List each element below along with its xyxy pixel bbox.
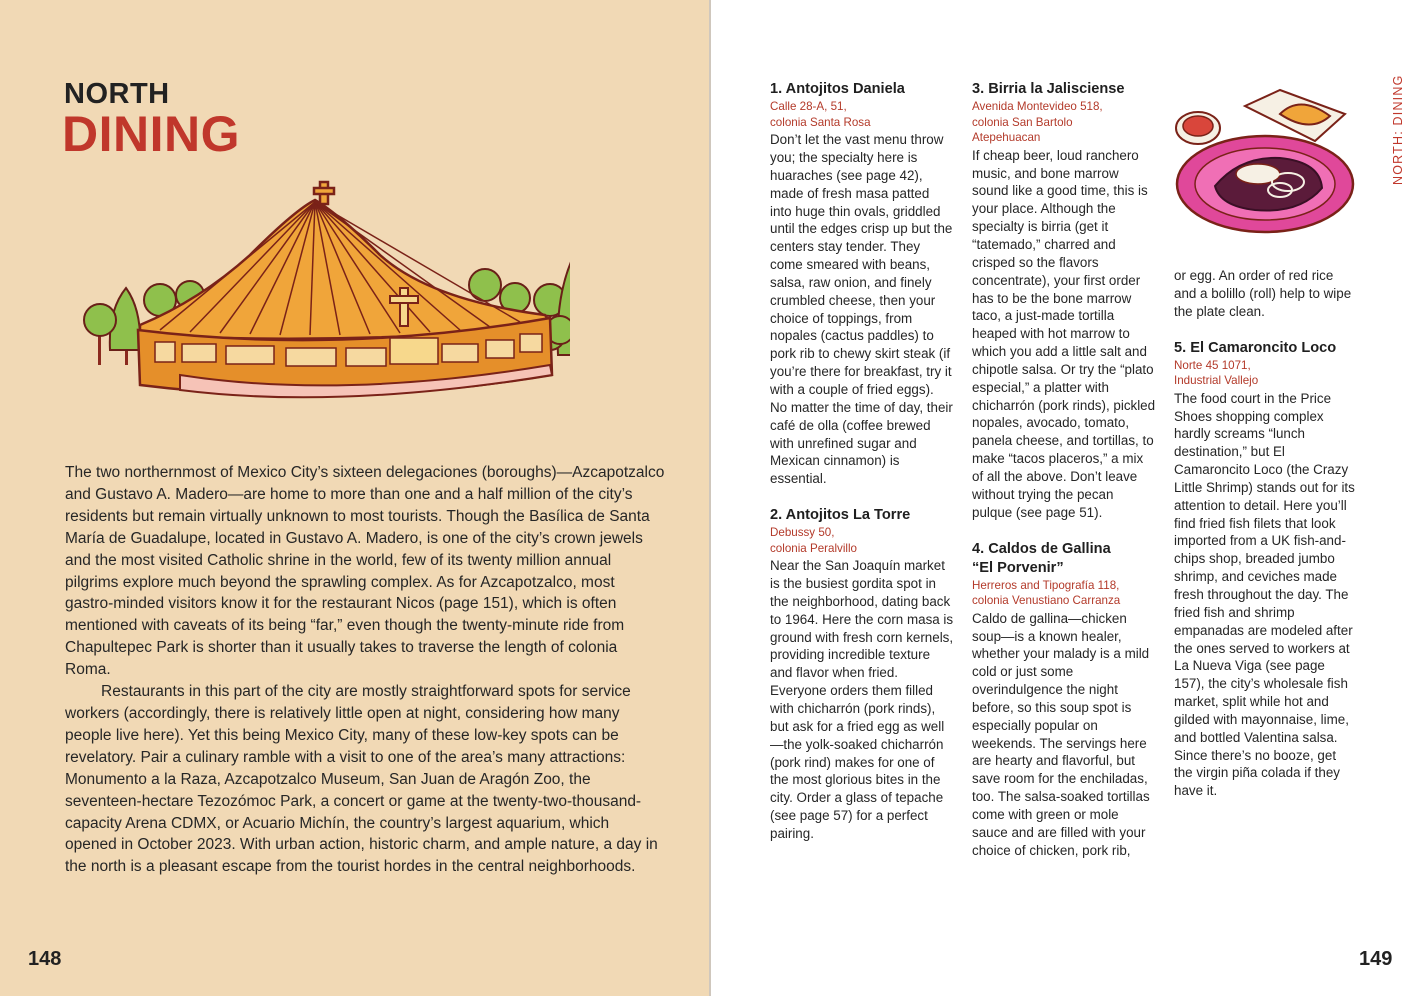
restaurant-entry: [1174, 339, 1358, 801]
entry-title: 1. Antojitos Daniela: [770, 81, 905, 97]
restaurant-entry: [972, 80, 1156, 522]
restaurant-entry: [770, 80, 954, 488]
restaurant-entry: [770, 506, 954, 843]
restaurant-entry-continuation: [1174, 267, 1358, 321]
column-1: [770, 80, 954, 861]
entry-description: Don’t let the vast menu throw you; the specialty here is huaraches (see page 42), made of fresh masa patted into huge thin ovals, griddled until the edges crisp up but the centers stay tender. They come smeared with beans, salsa, raw onion, and finely crumbled cheese, then your choice of toppings, from nopales (cactus paddles) to pork rib to chewy skirt steak (if you’re there for breakfast, try it with a couple of fried eggs). No matter the time of day, their café de olla (coffee brewed with unrefined sugar and Mexican cinnamon) is essential.: [770, 132, 953, 487]
page-number-right: 149: [1359, 948, 1393, 970]
page-title: DINING: [62, 106, 240, 162]
left-page: [0, 0, 709, 996]
entry-description: Caldo de gallina—chicken soup—is a known healer, whether your malady is a mild cold or just some overindulgence the night before, so this soup spot is especially popular on weekends. The servings here are hearty and flavorful, but save room for the enchiladas, too. The salsa-soaked tortillas come with green or mole sauce and are filled with your choice of chicken, pork rib,: [972, 610, 1150, 858]
column-3: [1174, 266, 1358, 818]
entry-title: 3. Birria la Jalisciense: [972, 81, 1125, 97]
intro-paragraph-1: The two northernmost of Mexico City’s sixteen delegaciones (boroughs)—Azcapotzalco and Gustavo A. Madero—are home to more than one and a half million of the city’s residents but remain virtually unknown to most tourists. Though the Basílica de Santa María de Guadalupe, located in Gustavo A. Madero, is one of the city’s crown jewels and the most visited Catholic shrine in the world, few of its twenty million annual pilgrims explore much beyond the sprawling complex. As for Azcapotzalco, most gastro-minded visitors know it for the restaurant Nicos (page 151), which is often mentioned with caveats of its being “far,” even though the twenty-minute ride from Chapultepec Park is shorter than it usually takes to traverse the length of colonia Roma.: [65, 464, 665, 679]
basilica-illustration-icon: [80, 170, 570, 415]
section-kicker: NORTH: [64, 78, 170, 110]
side-tab-label: NORTH: DINING: [1391, 74, 1405, 185]
intro-text: [65, 462, 665, 878]
restaurant-entry: [972, 540, 1156, 860]
column-2: [972, 80, 1156, 878]
entry-description: If cheap beer, loud ranchero music, and bone marrow sound like a good time, this is your place. Although the specialty is birria (get it “tatemado,” charred and crisped so the flavors concentrate), your first order has to be the bone marrow taco, a just-made tortilla heaped with hot marrow to which you add a little salt and chipotle salsa. Or try the “plato especial,” a platter with chicharrón (pork rinds), pickled nopales, avocado, tomato, panela cheese, and tortillas, to make “tacos placeros,” a mix of all the above. Don’t leave without trying the pecan pulque (see page 51).: [972, 147, 1156, 520]
section-side-tab: [1377, 74, 1405, 195]
entry-address: Calle 28-A, 51, colonia Santa Rosa: [770, 100, 871, 129]
entry-title: 4. Caldos de Gallina “El Porvenir”: [972, 540, 1111, 576]
entry-description: The food court in the Price Shoes shopping complex hardly screams “lunch destination,” but El Camaroncito Loco (the Crazy Little Shrimp) stands out for its attention to detail. Here you’ll find fried fish filets that look imported from a UK fish-and-chips shop, breaded jumbo shrimp, and ceviches made fresh throughout the day. The fried fish and shrimp empanadas are modeled after the ones served to workers at La Nueva Viga (see page 157), the city’s wholesale fish market, split while hot and gilded with mayonnaise, lime, and bottled Valentina salsa. Since there’s no booze, get the virgin piña colada if they have it.: [1174, 390, 1355, 799]
entry-title: 5. El Camaroncito Loco: [1174, 339, 1337, 356]
intro-paragraph-2: Restaurants in this part of the city are mostly straightforward spots for service workers (accordingly, there is relatively little open at night, considering how many people live here). Yet this being Mexico City, many of these low-key spots can be revelatory. Pair a culinary ramble with a visit to one of the area’s many attractions: Monumento a la Raza, Azcapotzalco Museum, San Juan de Aragón Zoo, the seventeen-hectare Tezozómoc Park, a concert or game at the twenty-two-thousand-capacity Arena CDMX, or Acuario Michín, the country’s largest aquarium, which opened in October 2023. With urban action, historic charm, and ample nature, a day in the north is a pleasant escape from the tourist hordes in the central neighborhoods.: [65, 683, 658, 876]
entry-address: Norte 45 1071, Industrial Vallejo: [1174, 358, 1259, 388]
plate-of-food-illustration-icon: [1170, 86, 1360, 236]
page-number-left: 148: [28, 948, 62, 970]
entry-description: Near the San Joaquín market is the busiest gordita spot in the neighborhood, dating back to 1964. Here the corn masa is ground with fresh corn kernels, providing incredible texture and flavor when fried. Everyone orders them filled with chicharrón (pork rinds), but ask for a fried egg as well—the yolk-soaked chicharrón (pork rind) makes for one of the most glorious bites in the city. Order a glass of tepache (see page 57) for a perfect pairing.: [770, 558, 954, 841]
entry-address: Avenida Montevideo 518, colonia San Bartolo Atepehuacan: [972, 100, 1103, 145]
entry-title: 2. Antojitos La Torre: [770, 507, 911, 524]
entry-address: Herreros and Tipografía 118, colonia Venustiano Carranza: [972, 578, 1121, 608]
entry-description: or egg. An order of red rice and a bolillo (roll) help to wipe the plate clean.: [1174, 268, 1352, 319]
entry-address: Debussy 50, colonia Peralvillo: [770, 526, 857, 555]
